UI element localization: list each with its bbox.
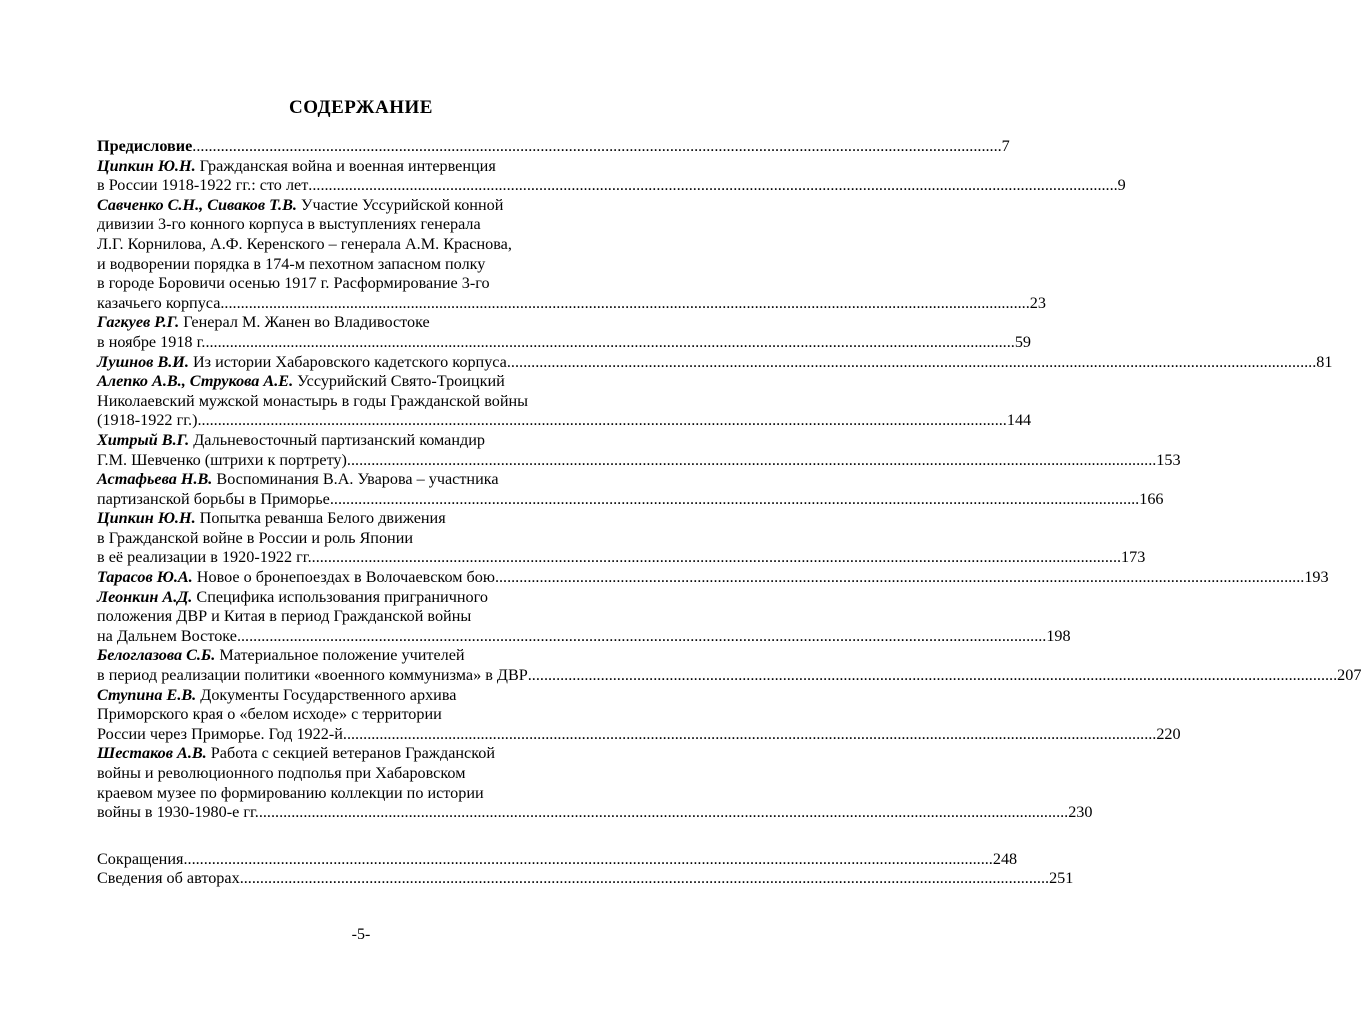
toc-line-text [97, 666, 528, 686]
toc-title-text: Уссурийский Свято-Троицкий [293, 372, 505, 391]
toc-line [97, 705, 607, 725]
toc-line [97, 509, 607, 529]
toc-line [97, 352, 1333, 373]
toc-title-text: Работа с секцией ветеранов Гражданской [206, 744, 496, 763]
toc-title-text: России через Приморье. Год 1922-й. [97, 724, 347, 743]
toc-line-text [97, 548, 312, 568]
toc-page-number: 81 [1316, 352, 1333, 371]
toc-author: Савченко С.Н., Сиваков Т.В. [97, 195, 297, 214]
toc-line-text [97, 353, 507, 373]
dot-leader: ........................................................................................................................................................................................................ [236, 626, 1047, 645]
toc-page-number: 7 [1001, 137, 1010, 155]
toc-line [97, 568, 1329, 588]
toc-page-number: 230 [1068, 803, 1093, 822]
toc-line [97, 666, 1361, 686]
toc-title-text: войны в 1930-1980-е гг. [97, 803, 259, 822]
toc-line [97, 548, 1146, 568]
dot-leader: ........................................................................................................................................................................................................ [311, 548, 1122, 567]
toc-line [97, 176, 1126, 196]
toc-title-text: в России 1918-1922 гг.: сто лет [97, 176, 309, 195]
toc-entry [97, 430, 1181, 470]
toc-title-text: Попытка реванша Белого движения [195, 509, 446, 528]
toc-line-text [97, 803, 259, 823]
toc-line-text [97, 705, 442, 725]
dot-leader: ........................................................................................................................................................................................................ [308, 176, 1118, 195]
toc-entry [97, 744, 1093, 822]
toc-title-text: в её реализации в 1920-1922 гг. [97, 548, 312, 567]
toc-line-text [97, 235, 512, 255]
toc-title-text: Николаевский мужской монастырь в годы Гражданской войны [97, 391, 529, 410]
toc-page-number: 9 [1117, 176, 1126, 195]
toc-line [97, 450, 1181, 471]
toc-author: Хитрый В.Г. [97, 430, 190, 449]
toc-title-text: Г.М. Шевченко (штрихи к портрету) [97, 450, 347, 469]
toc-line [97, 392, 607, 412]
toc-title-text: в ноябре 1918 г. [97, 332, 206, 351]
section-gap [97, 823, 607, 850]
toc-entry [97, 568, 1329, 588]
toc-title-text: Новое о бронепоездах в Волочаевском бою [192, 568, 495, 587]
toc-line [97, 431, 607, 451]
toc-entry [97, 352, 1333, 373]
toc-author: Шестаков А.В. [97, 744, 207, 763]
toc-title-text: казачьего корпуса [97, 293, 221, 312]
toc-entry [97, 509, 1146, 568]
toc-title-text: Сведения об авторах [97, 869, 240, 888]
toc-title-text: Дальневосточный партизанский командир [189, 430, 486, 449]
toc-line-text [97, 274, 490, 294]
toc-line-text [97, 744, 495, 764]
toc-title-text: Специфика использования приграничного [192, 587, 488, 606]
toc-author: Ципкин Ю.Н. [97, 156, 196, 175]
toc-line-text [97, 392, 528, 412]
toc-line-text [97, 196, 503, 216]
toc-title-text: Генерал М. Жанен во Владивостоке [179, 313, 430, 332]
toc-title-text: в период реализации политики «военного коммунизма» в ДВР [97, 666, 528, 685]
toc-author: Астафьева Н.В. [97, 470, 213, 489]
toc-title-text: краевом музее по формированию коллекции по истории [97, 783, 484, 802]
toc-page-number: 23 [1029, 293, 1046, 312]
toc-line [97, 274, 607, 294]
toc-line [97, 235, 607, 255]
toc-heading: СОДЕРЖАНИЕ [289, 97, 433, 118]
toc-line [97, 215, 607, 235]
toc-line [97, 255, 607, 275]
dot-leader: ........................................................................................................................................................................................................ [239, 869, 1050, 888]
dot-leader: ........................................................................................................................................................................................................ [506, 352, 1317, 371]
toc-extra-line [97, 869, 1074, 889]
toc-entry [97, 470, 1164, 509]
toc-line-text [97, 869, 240, 889]
dot-leader: ........................................................................................................................................................................................................ [197, 411, 1007, 430]
toc-line-text [97, 686, 456, 706]
toc-title-text: Из истории Хабаровского кадетского корпуса [188, 352, 507, 371]
toc-line-text [97, 176, 308, 196]
toc-line [97, 626, 1071, 647]
toc-line [97, 724, 1181, 745]
dot-leader: ........................................................................................................................................................................................................ [205, 332, 1015, 351]
toc-page-number: 220 [1156, 724, 1181, 743]
toc-title-text: Участие Уссурийской конной [296, 195, 504, 214]
dot-leader: ........................................................................................................................................................................................................ [527, 666, 1338, 685]
toc-author: Леонкин А.Д. [97, 587, 193, 606]
toc-page-number: 198 [1046, 626, 1071, 645]
toc-line-text [97, 764, 465, 784]
toc-line-text [97, 850, 183, 870]
toc-title-text: в Гражданской войне в России и роль Японии [97, 528, 414, 547]
toc-page-number: 193 [1304, 568, 1329, 587]
toc-line-text [97, 490, 330, 510]
toc-page-number: 144 [1006, 411, 1032, 430]
toc-line [97, 157, 607, 177]
toc-line-text [97, 588, 488, 608]
toc-title-text: Сокращения [97, 849, 184, 868]
toc-line-text [97, 470, 499, 490]
toc-line-text [97, 137, 192, 157]
toc-line-text [97, 509, 446, 529]
toc-line-text [97, 431, 485, 451]
toc-author: Тарасов Ю.А. [97, 568, 193, 587]
toc-page-number: 207 [1337, 666, 1361, 685]
toc-line-text [97, 313, 430, 333]
toc-line [97, 293, 1046, 314]
toc-author: Алепко А.В., Струкова А.Е. [97, 372, 294, 391]
toc-title-text: Документы Государственного архива [196, 685, 457, 704]
toc-line [97, 744, 607, 764]
toc-page-number: 251 [1049, 869, 1074, 888]
dot-leader: ........................................................................................................................................................................................................ [183, 849, 993, 868]
toc-entry [97, 313, 1031, 352]
toc-extra-line [97, 849, 1018, 870]
toc-title-text: Гражданская война и военная интервенция [195, 156, 496, 175]
dot-leader: ........................................................................................................................................................................................................ [258, 803, 1069, 822]
toc-title-text: (1918-1922 гг.) [97, 411, 198, 430]
toc-author: Ступина Е.В. [97, 685, 197, 704]
toc-line-text [97, 157, 496, 177]
toc-line-text [97, 627, 237, 647]
toc-line [97, 784, 607, 804]
toc-title-text: Воспоминания В.А. Уварова – участника [212, 470, 499, 489]
toc-title-text: положения ДВР и Китая в период Гражданской войны [97, 607, 472, 626]
toc-entry [97, 646, 1361, 685]
toc-line [97, 196, 607, 216]
dot-leader: ........................................................................................................................................................................................................ [494, 568, 1305, 587]
toc-line [97, 489, 1164, 510]
toc-title-text: в городе Боровичи осенью 1917 г. Расформирование 3-го [97, 274, 490, 293]
toc-title-text: войны и революционного подполья при Хабаровском [97, 764, 466, 782]
dot-leader: ........................................................................................................................................................................................................ [346, 450, 1157, 469]
toc-author: Белоглазова С.Б. [97, 646, 216, 665]
toc-line-text [97, 451, 347, 471]
toc-entry [97, 685, 1181, 745]
toc-page-number: 173 [1121, 548, 1146, 567]
table-of-contents [97, 137, 1361, 889]
dot-leader: ........................................................................................................................................................................................................ [346, 724, 1157, 743]
toc-line-text [97, 411, 197, 431]
toc-entry [97, 137, 1010, 157]
toc-line [97, 607, 607, 627]
toc-line [97, 646, 607, 666]
toc-page-number: 59 [1014, 332, 1031, 351]
toc-line [97, 372, 607, 392]
toc-page-number: 153 [1156, 450, 1181, 469]
toc-line [97, 764, 607, 784]
toc-author: Лушнов В.И. [97, 352, 189, 371]
toc-line [97, 686, 607, 706]
toc-line [97, 588, 607, 608]
dot-leader: ........................................................................................................................................................................................................ [220, 293, 1030, 312]
toc-line-text [97, 725, 347, 745]
toc-author: Предисловие [97, 137, 193, 155]
toc-entry [97, 156, 1126, 196]
toc-title-text: и водворении порядка в 174-м пехотном запасном полку [97, 254, 486, 273]
toc-line-text [97, 255, 485, 275]
toc-line [97, 313, 607, 333]
toc-line-text [97, 784, 484, 804]
toc-page-number: 166 [1139, 489, 1164, 508]
toc-title-text: дивизии 3-го конного корпуса в выступлениях генерала [97, 215, 481, 234]
toc-entry [97, 372, 1032, 431]
toc-line [97, 411, 1032, 431]
toc-author: Гагкуев Р.Г. [97, 313, 180, 332]
toc-line-text [97, 568, 495, 588]
toc-entry [97, 587, 1071, 647]
toc-line-text [97, 529, 413, 549]
toc-line-text [97, 646, 465, 666]
toc-line [97, 529, 607, 549]
toc-title-text: на Дальнем Востоке [97, 626, 237, 645]
toc-page-number: 248 [992, 849, 1018, 868]
page-number: -5- [351, 926, 371, 943]
dot-leader: ........................................................................................................................................................................................................ [329, 489, 1140, 508]
toc-line-text [97, 215, 481, 235]
dot-leader: ........................................................................................................................................................................................................ [192, 137, 1002, 155]
toc-line-text [97, 372, 505, 392]
toc-line [97, 803, 1093, 823]
toc-title-text: Материальное положение учителей [215, 646, 465, 665]
toc-title-text: партизанской борьбы в Приморье [97, 489, 330, 508]
toc-entry [97, 195, 1046, 314]
toc-author: Ципкин Ю.Н. [97, 509, 196, 528]
toc-line-text [97, 333, 205, 353]
toc-title-text: Л.Г. Корнилова, А.Ф. Керенского – генерала А.М. Краснова, [97, 234, 512, 253]
toc-line [97, 470, 607, 490]
toc-line-text [97, 294, 220, 314]
toc-title-text: Приморского края о «белом исходе» с территории [97, 705, 442, 724]
toc-line-text [97, 607, 471, 627]
toc-line [97, 332, 1031, 353]
toc-line [97, 137, 1010, 157]
